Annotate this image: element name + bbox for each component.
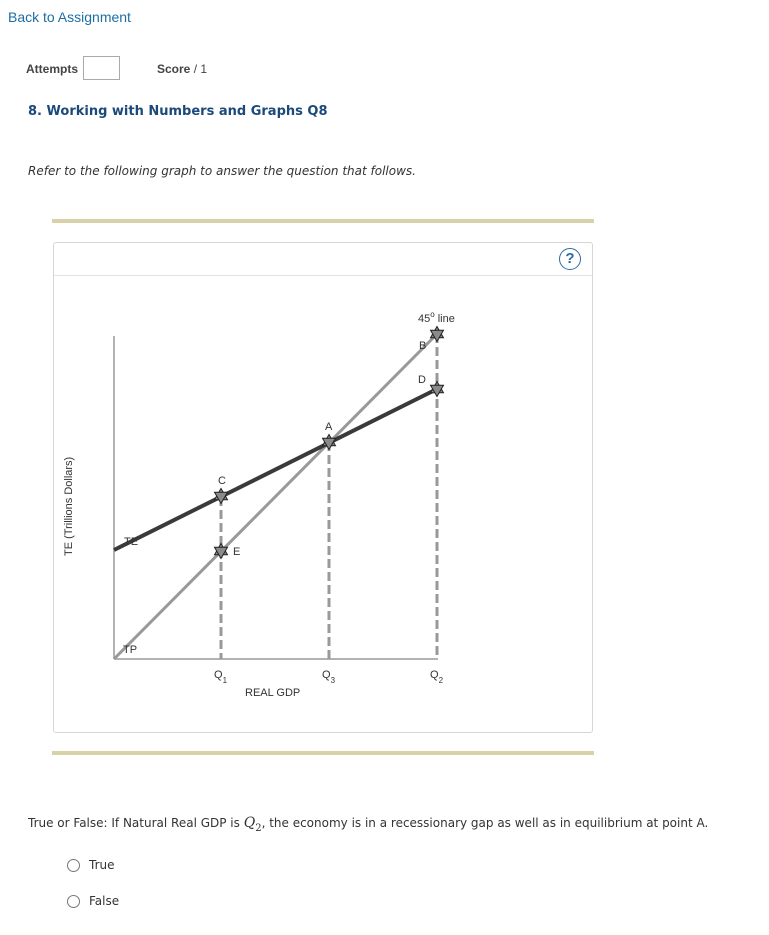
attempts-box: [83, 56, 120, 80]
score-display: [157, 62, 207, 76]
point-c-marker: [215, 489, 228, 504]
help-icon[interactable]: ?: [559, 248, 581, 270]
q2-label: [430, 669, 444, 685]
option-false[interactable]: [67, 894, 119, 908]
q3-label: [322, 669, 336, 685]
y-axis-label: TE (Trillions Dollars): [63, 456, 75, 556]
x-axis-label: REAL GDP: [245, 687, 301, 699]
question-text-before: True or False: If Natural Real GDP is: [28, 816, 244, 830]
line-45-label: [418, 310, 455, 325]
point-d-label: D: [418, 374, 426, 386]
line-45-suffix: line: [437, 313, 455, 325]
option-true[interactable]: [67, 858, 115, 872]
q1-label: [214, 669, 228, 685]
question-variable: [243, 815, 262, 834]
question-var-sub: 2: [255, 822, 262, 834]
q1-sub: 1: [222, 676, 228, 685]
tp-45-line: [114, 334, 437, 659]
attempts-label: Attempts: [26, 62, 79, 76]
question-text-after: , the economy is in a recessionary gap as well as in equilibrium at point A.: [261, 816, 709, 830]
tp-line-label: TP: [123, 644, 138, 656]
radio-true[interactable]: [67, 859, 80, 872]
te-line: [114, 389, 437, 550]
back-to-assignment-link[interactable]: Back to Assignment: [8, 9, 131, 25]
score-value: / 1: [193, 62, 208, 76]
q1-base: Q: [214, 669, 223, 681]
bottom-divider: [52, 751, 594, 755]
point-e-label: E: [233, 546, 241, 558]
q2-sub: 2: [438, 676, 444, 685]
graph-instruction: Refer to the following graph to answer the question that follows.: [28, 164, 416, 178]
graph-panel: [53, 242, 593, 733]
point-d-marker: [431, 382, 444, 397]
score-label: Score: [157, 62, 191, 76]
question-text: [28, 815, 708, 834]
point-a-label: A: [325, 421, 333, 433]
option-true-label: True: [89, 858, 115, 872]
option-false-label: False: [89, 894, 120, 908]
question-var-letter: Q: [243, 815, 256, 831]
te-line-label: TE: [124, 536, 139, 548]
point-c-label: C: [218, 475, 226, 487]
question-title: 8. Working with Numbers and Graphs Q8: [28, 104, 328, 119]
line-45-degree: o: [430, 310, 435, 319]
q3-base: Q: [322, 669, 331, 681]
q2-base: Q: [430, 669, 439, 681]
line-45-number: 45: [418, 313, 431, 325]
te-tp-graph: [54, 243, 592, 732]
q3-sub: 3: [330, 676, 336, 685]
point-b-label: B: [419, 340, 427, 352]
top-divider: [52, 219, 594, 223]
radio-false[interactable]: [67, 895, 80, 908]
